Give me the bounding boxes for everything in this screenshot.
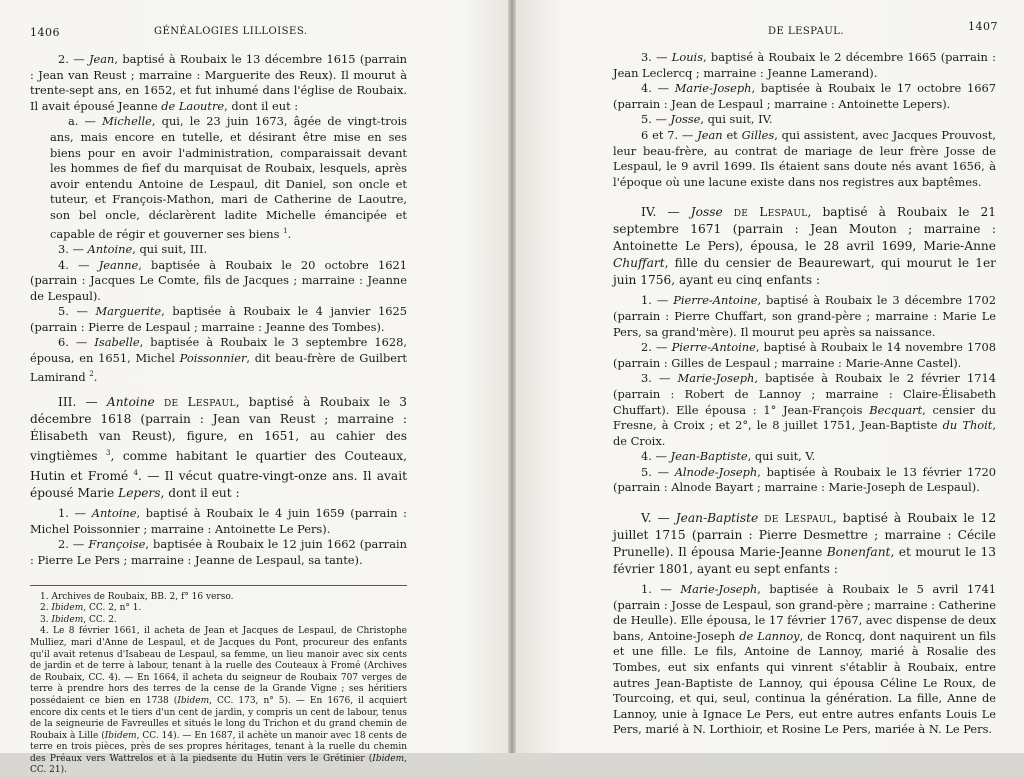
entry-number: 2. — — [58, 52, 85, 66]
footnote-text: , CC. 2, n° 1. — [83, 603, 142, 614]
footnote-1: 1. Archives de Roubaix, BB. 2, f° 16 verso. — [40, 591, 234, 602]
entry-text: , baptisée à Roubaix le 4 janvier 1625 (parrain : Pierre de Lespaul ; marraine : Jeanne des Tombes). — [30, 304, 407, 334]
ibidem: Ibidem — [104, 730, 137, 741]
footnote-4 — [30, 626, 407, 777]
child-marie-joseph — [613, 371, 996, 449]
entry-text: , baptisé à Roubaix le 2 décembre 1665 (parrain : Jean Leclercq ; marraine : Jeanne Lamerand). — [613, 50, 996, 80]
spouse-name: Chuffart — [613, 256, 665, 271]
section-number: III. — — [58, 395, 98, 410]
footnote-text: , CC. 2. — [83, 614, 117, 625]
footnote-ref: 4 — [133, 469, 139, 478]
footnotes — [30, 592, 407, 777]
left-page-number: 1406 — [30, 26, 60, 39]
family-name: Lespaul — [759, 205, 808, 220]
entry-text-end: . — [287, 226, 292, 241]
entry-text: , baptisé à Roubaix le 4 juin 1659 (parrain : Michel Poissonnier ; marraine : Antoinette Le Pers). — [30, 506, 408, 536]
ibidem: Ibidem — [51, 614, 84, 625]
entry-josse — [613, 112, 996, 128]
entry-marguerite — [30, 304, 407, 335]
person-name: Michelle — [102, 114, 152, 129]
person-name: Antoine — [106, 395, 155, 410]
person-name: Alnode-Joseph — [674, 464, 758, 479]
entry-text: , baptisé à Roubaix le 3 décembre 1702 (parrain : Pierre Chuffart, son grand-père ; marraine : Marie Le Pers, sa grand'mère). Il mourut peu après sa naissance. — [613, 293, 996, 339]
entry-text: , baptisée à Roubaix le 3 septembre 1628, épousa, en 1651, Michel — [30, 335, 407, 366]
person-name: Gilles — [741, 127, 775, 142]
footnote-divider — [30, 585, 407, 586]
entry-text-end: , de Croix. — [613, 418, 996, 448]
entry-text: , baptisé à Roubaix le 14 novembre 1708 (parrain : Gilles de Lespaul ; marraine : Marie-Anne Castel). — [613, 340, 996, 370]
child-marie-joseph-1741 — [613, 582, 996, 738]
entry-text: , baptisée à Roubaix le 2 février 1714 (parrain : Robert de Lannoy ; marraine : Claire-Élisabeth Chuffart). Elle épousa : 1° Jean-François — [613, 371, 996, 417]
person-name: Pierre-Antoine — [671, 340, 756, 355]
footnote-ref: 2 — [89, 369, 94, 378]
family-name: Lespaul — [187, 395, 236, 410]
entry-number: 6. — — [58, 335, 88, 350]
section-v — [613, 510, 996, 578]
entry-antoine-3 — [30, 242, 407, 258]
child-antoine — [30, 506, 407, 537]
footnote-text: , CC. 173, n° 5). — En 1676, il acquiert encore dix cents et le tiers d'un cent de jardin, y compris un cent de labour, tenus de la seigneurie de Favreulles et situés le long du Trichon et du grand chemin de Roubaix à Lille ( — [30, 695, 407, 741]
entry-number: 1. — — [641, 582, 672, 597]
section-number: V. — — [641, 511, 670, 526]
ibidem: Ibidem — [372, 753, 405, 764]
child-pierre-antoine-2 — [613, 340, 996, 371]
footnote-number: 3. — [40, 614, 49, 625]
person-name: Marie-Joseph — [680, 582, 758, 597]
entry-number: 3. — — [641, 371, 671, 386]
section-text: , baptisé à Roubaix le 21 septembre 1671 (parrain : Jean Mouton ; marraine : Antoinette Le Pers), épousa, le 28 avril 1699, Marie-Anne — [613, 205, 997, 254]
person-name: Josse — [690, 205, 723, 220]
entry-text: , baptisée à Roubaix le 13 février 1720 (parrain : Alnode Bayart ; marraine : Marie-Joseph de Lespaul). — [613, 464, 996, 495]
person-name: Jean — [88, 52, 115, 66]
left-body — [30, 52, 407, 777]
book-gutter — [508, 0, 516, 753]
spouse-name: de Lannoy — [739, 628, 800, 643]
entry-text: , baptisée à Roubaix le 20 octobre 1621 (parrain : Jacques Le Comte, fils de Jacques ; marraine : Jeanne de Lespaul). — [30, 257, 407, 303]
conjunction: et — [722, 127, 742, 142]
footnote-ref: 1 — [283, 226, 288, 235]
entry-text: , qui suit, V. — [747, 449, 816, 464]
entry-number: 3. — — [641, 50, 668, 64]
footnote-text: 4. Le 8 février 1661, il acheta de Jean et Jacques de Lespaul, de Christophe Mulliez, mari d'Anne de Lespaul, et de Jacques du Pont, procureur des enfants qu'il avait retenus d'Isabeau de Lespaul, sa femme, un lieu manoir avec six cents de jardin et de terre à labour, tenant à la ruelle des Couteaux à Fromé (Archives de Roubaix, CC. 4). — En 1664, il acheta du seigneur de Roubaix 707 verges de terre à prendre hors des terres de la cense de la Grande Vigne ; ses héritiers possédaient ce bien en 1738 ( — [30, 626, 407, 706]
ibidem: Ibidem — [51, 603, 84, 614]
entry-text: , censier du Fresne, à Croix ; et 2°, le 8 juillet 1751, Jean-Baptiste — [613, 402, 996, 433]
child-jean-baptiste — [613, 449, 996, 465]
entry-number: 1. — — [641, 293, 669, 308]
entry-text: , baptisée à Roubaix le 17 octobre 1667 (parrain : Jean de Lespaul ; marraine : Antoinette Lepers). — [613, 81, 996, 111]
entry-number: 1. — — [58, 506, 86, 521]
person-name: Jean — [697, 127, 723, 142]
entry-number: 3. — — [58, 241, 84, 256]
entry-number: 6 et 7. — — [641, 127, 694, 142]
entry-number: 5. — — [58, 304, 88, 319]
entry-text: , dit beau-frère de Guilbert Lamirand — [30, 351, 407, 384]
person-name: Louis — [671, 50, 704, 64]
person-name: Jean-Baptiste — [675, 511, 759, 526]
entry-number: 4. — — [641, 81, 669, 96]
entry-text: , baptisé à Roubaix le 13 décembre 1615 (parrain : Jean van Reust ; marraine : Marguerite des Reux). Il mourut à trente-sept ans, en 1652, et fut inhumé dans l'église de Roubaix. Il avait épousé Jeanne — [30, 52, 408, 113]
entry-number: 5. — — [641, 464, 669, 479]
right-running-title: DE LESPAUL. — [768, 26, 845, 37]
entry-number: 4. — — [58, 257, 90, 272]
person-name: Josse — [670, 112, 701, 127]
entry-text: , qui suit, III. — [132, 241, 208, 256]
entry-text-end: , de Roncq, dont naquirent un fils et une fille. Le fils, Antoine de Lannoy, marié à Rosalie des Tombes, eut six enfants qui vinrent s'établir à Roubaix, entre autres Jean-Baptiste de Lannoy, qui épousa Céline Le Roux, de Tourcoing, et qui, seul, continua la génération. La fille, Anne de Lannoy, unie à Ignace Le Pers, eut entre autres enfants Louis Le Pers, marié à N. Lorthioir, et Rosine Le Pers, mariée à N. Le Pers. — [613, 628, 996, 737]
entry-isabelle — [30, 335, 407, 385]
footnote-text: , CC. 14). — En 1687, il achète un manoir avec 18 cents de terre en trois pièces, près de ses propres héritages, tenant à la ruelle du chemin des Préaux vers Wattrelos et à la piedsente du Hutin vers le Grétinier ( — [30, 730, 407, 764]
section-text: , baptisé à Roubaix le 12 juillet 1715 (parrain : Pierre Desmettre ; marraine : Cécile Prunelle). Il épousa Marie-Jeanne — [613, 511, 997, 560]
person-name: Antoine — [91, 506, 137, 521]
particle: de — [764, 511, 779, 526]
entry-marie-joseph — [613, 81, 996, 112]
entry-text: , baptisée à Roubaix le 12 juin 1662 (parrain : Pierre Le Pers ; marraine : Jeanne de Lespaul, sa tante). — [30, 537, 407, 567]
child-alnode-joseph — [613, 465, 996, 496]
entry-louis — [613, 50, 996, 81]
person-name: Pierre-Antoine — [673, 293, 758, 308]
section-number: IV. — — [641, 205, 680, 220]
section-iv — [613, 204, 996, 289]
entry-jeanne — [30, 258, 407, 305]
left-page — [0, 0, 512, 776]
person-name: Jean-Baptiste — [670, 449, 748, 464]
entry-text: , qui assistent, avec Jacques Prouvost, leur beau-frère, au contrat de mariage de leur frère Josse de Lespaul, le 9 avril 1699. Ils étaient sans doute nés avant 1656, à l'époque où une lacune existe dans nos registres aux baptêmes. — [613, 127, 997, 189]
section-text: , baptisé à Roubaix le 3 décembre 1618 (parrain : Jean van Reust ; marraine : Élisabeth van Reust), figure, en 1651, au cahier des vingtièmes — [30, 395, 408, 464]
section-text-end: , dont il eut : — [160, 486, 240, 501]
entry-text: , qui, le 23 juin 1673, âgée de vingt-trois ans, mais encore en tutelle, et désirant être mise en ses biens pour en avoir l'administration, comparaissait devant les hommes de fief du marquisat de Roubaix, lesquels, après avoir entendu Antoine de Lespaul, dit Daniel, son oncle et tuteur, et François-Mathon, mari de Catherine de Laoutre, son bel oncle, déclarèrent ladite Michelle émancipée et capable de régir et gouverner ses biens — [50, 114, 407, 241]
spouse-name: Bonenfant — [826, 545, 891, 560]
spouse-name: Poissonnier — [179, 351, 247, 366]
entry-jean — [30, 52, 407, 114]
entry-number: 5. — — [641, 112, 667, 127]
child-pierre-antoine-1 — [613, 293, 996, 340]
person-name: Isabelle — [94, 335, 140, 350]
section-text-end: , et mourut le 13 février 1801, ayant eu sept enfants : — [613, 545, 996, 577]
entry-text: , qui suit, IV. — [700, 112, 773, 127]
particle: de — [163, 395, 179, 410]
person-name: Marie-Joseph — [677, 371, 755, 386]
entry-number: a. — — [68, 114, 96, 129]
spouse-name: Becquart — [869, 402, 923, 417]
section-iii — [30, 394, 407, 502]
person-name: Jeanne — [98, 257, 139, 272]
right-body — [613, 50, 996, 738]
footnote-number: 2. — [40, 603, 49, 614]
entry-text-end: , dont il eut : — [224, 98, 299, 113]
person-name: Françoise — [88, 537, 146, 552]
particle: de — [733, 205, 749, 220]
ibidem: Ibidem — [177, 695, 210, 706]
child-francoise — [30, 537, 407, 568]
spouse-name: de Laoutre — [161, 98, 225, 113]
entry-jean-gilles — [613, 128, 996, 190]
entry-number: 4. — — [641, 449, 667, 464]
footnote-ref: 3 — [105, 449, 111, 458]
spouse-name: du Thoit — [942, 418, 993, 433]
person-name: Antoine — [87, 241, 133, 256]
right-page-number: 1407 — [968, 20, 998, 33]
entry-number: 2. — — [58, 537, 85, 552]
entry-text: , baptisée à Roubaix le 5 avril 1741 (parrain : Josse de Lespaul, son grand-père ; marraine : Catherine de Heulle). Elle épousa, le 17 février 1767, avec dispense de deux bans, Antoine-Joseph — [613, 582, 996, 643]
spouse-name: Lepers — [118, 486, 161, 501]
footnote-3 — [30, 615, 407, 627]
entry-text-end: . — [93, 369, 98, 384]
section-text-end: , fille du censier de Beaurewart, qui mourut le 1er juin 1756, ayant eu cinq enfants : — [613, 256, 996, 288]
person-name: Marguerite — [95, 304, 162, 319]
section-text: . — Il vécut quatre-vingt-onze ans. Il avait épousé Marie — [30, 469, 407, 501]
entry-michelle — [30, 114, 407, 242]
family-name: Lespaul — [784, 511, 833, 526]
footnote-text: , CC. 21). — [30, 753, 407, 776]
left-running-title: GÉNÉALOGIES LILLOISES. — [154, 26, 308, 37]
entry-number: 2. — — [641, 340, 668, 355]
footnote-2 — [30, 603, 407, 615]
person-name: Marie-Joseph — [674, 81, 752, 96]
section-text: , comme habitant le quartier des Couteaux, Hutin et Fromé — [30, 449, 408, 484]
